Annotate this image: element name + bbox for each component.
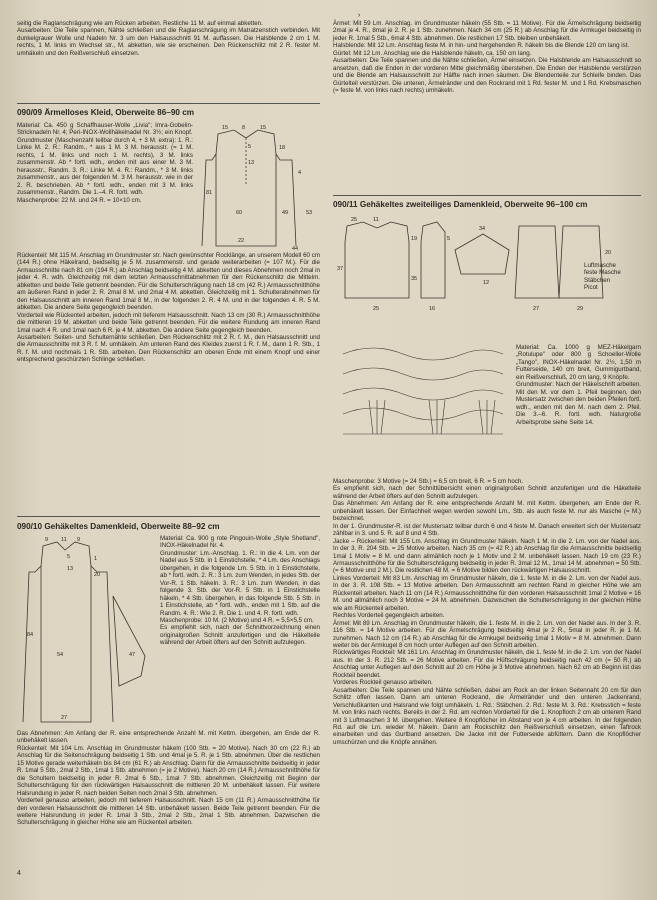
s0910-maschenprobe: Maschenprobe: 10 M. (2 Motive) und 4 R. = 5,5×5,5 cm. (160, 616, 314, 624)
right-aermel: Ärmel: Mit 59 Lm. Anschlag. im Grundmuster häkeln (55 Stb. = 11 Motive). Für die Ärmelschrägung beidseitig 2mal je 4. R., 8mal je 2. R. je 1 Stb. zunehmen. Nach 34 cm (25 R.) ab Anschlag für die Armkugel beidseitig in jeder R. 1mal 5 Stb., 6mal 4 Stb. abnehmen. Die restlichen 17 Stb. bleiben unbehäkelt. (333, 20, 641, 42)
s0910-dim-9: 47 (129, 652, 136, 658)
section-0910-text-top (160, 535, 320, 647)
s0910-dim-1: 11 (61, 537, 67, 543)
s0910-grundmuster: Grundmuster: Lm.-Anschlag. 1. R.: In die 4. Lm. von der Nadel aus 5 Stb. in 1 Einstichstelle, * 4 Lm. des Anschlags übergehen, in die folgende Lm. 5 Stb. in 1 Einstichstelle, ab * fortl. wdh. 2. R.: 3 Lm. zum Wenden, in jedes Stb. der Vor-R. 1 Stb. häkeln. 3. R.: 3 Lm. zum Wenden, in das folgende 3. Stb. der Vor-R. 5 Stb. in 1 Einstichstelle häkeln, * 4 Stb. übergehen, in das folgende Stb. 5 Stb. in 1 Einstichstelle, ab * fortl. wdh., enden mit 1 Stb. auf die Randm. 4. R.: Wie 2. R. Die 1. und 4. R. fortl. wdh. (160, 549, 320, 617)
s0910-hint: Es empfiehlt sich, nach der Schnittvorzeichnung einen originalgroßen Schnitt anzufertigen und die Häkelteile während der Arbeit öfters auf den Schnitt aufzulegen. (160, 624, 320, 647)
legend-feste-masche: feste Masche (584, 269, 621, 277)
legend-picot: Picot (584, 284, 598, 292)
right-column-top (333, 20, 641, 95)
s0911-dim-3: 19 (411, 236, 418, 242)
s0910-dim-6: 20 (94, 572, 101, 578)
s0909-maschenprobe: Maschenprobe: 22 M. und 24 R. = 10×10 cm. (17, 196, 142, 204)
s0909-dim-6: 81 (206, 190, 213, 196)
s0911-maschenprobe: Maschenprobe: 3 Motive (= 24 Stb.) = 6,5 cm breit, 6 R. = 5 cm hoch. (333, 478, 524, 485)
s0909-material: Material: Ca. 450 g Schaffhauser-Wolle „Livia"; Imra-Gobelin-Stricknadeln Nr. 4; Peri-INOX-Wollhäkelnadel Nr. 3½; ein Knopf. (17, 122, 193, 137)
s0911-ausarbeiten: Ausarbeiten: Die Teile spannen und Nähte schließen, dabei am Rock an der linken Seitennaht 20 cm für den Schlitz offen lassen. Dann am unteren Rockrand, die Ärmelränder und den unteren Jackenrand, Verschlußkanten und Halsrand wie folgt umhäkeln. 1. Rd.: Stäbchen. 2. Rd.: feste M. 3. Rd.: Krebsstich = feste M. von links nach rechts. Bereits in der 2. Rd. am rechten Vorderteil für die 1. Knopfloch 2 cm ab unterem Rand mit 3 Luftmaschen 3 M. übergehen. Weitere 8 Knopflöcher im Abstand von je 4 cm arbeiten. In der folgenden Rd. auf die Lm. wieder M. häkeln. Dann am Rockschlitz den Reißverschluß einsetzen, einen Taftrock einarbeiten und das Gurtband ansetzen. Die Jacke mit der Futterseide abfüttern. Dann die Knopflöcher umschürzen und die Knöpfe annähen. (333, 686, 641, 746)
s0911-dim-0: 25 (351, 217, 358, 223)
s0910-dim-5: 1 (94, 556, 98, 562)
s0911-hint: Es empfiehlt sich, nach der Schnittübersicht einen originalgroßen Schnitt anzufertigen und die Häkelteile während der Arbeit öfters auf den Schnitt aufzulegen. (333, 485, 641, 500)
s0909-ruecken: Rückenteil: Mit 115 M. Anschlag im Grundmuster str. Nach gewünschter Rocklänge, an unserem Modell 60 cm (144 R.) ohne Häkelrand, beidseitig je 5 M. zusammenstr. und gerade weiterarbeiten (= 107 M.). Für die Armausschnitte nach 81 cm (194 R.) ab Anschlag beidseitig 4 M. abketten und dieses Abnehmen noch 2mal in jeder 4. R. wdh. Gleichzeitig mit dem letzten Armausschnittabnehmen für den Rückenschlitz die Mittelm. abketten und beide Teile getrennt beenden. Für die Schulterschrägung nach 18 cm (42 R.) Armausschnitthöhe am äußeren Rand in jeder 2. R. 2mal 8 M. und 2mal 4 M. abketten. Gleichzeitig mit 1. Schulterabnehmen für den Halsausschnitt am inneren Rand 1mal 8 M., in der folgenden 2. R. 4 M. und in der folgenden 4. R. 5 M. abketten. Die andere Seite gegengleich beenden. (17, 252, 320, 312)
s0910-dim-7: 84 (27, 632, 34, 638)
s0911-dim-4: 5 (447, 236, 451, 242)
s0911-aermel: Ärmel: Mit 89 Lm. Anschlag im Grundmuster häkeln, die 1. feste M. in die 2. Lm. von der Nadel aus. In der 3. R. 116 Stb. = 14 Motive arbeiten. Für die Ärmelschrägung beidseitig 4mal je 2 R., 5mal in jeder R. je 1 M. zunehmen. Nach 12 cm (14 R.) ab Anschlag für die Armkugel beidseitig 1mal 1 Motiv = 8 M. abnehmen. Dann weiter bis der Armkugel 8 cm hoch unter Auflegen auf den Schnitt arbeiten. (333, 619, 641, 649)
s0911-dim-2: 37 (337, 266, 344, 272)
s0910-dim-3: 5 (67, 554, 71, 560)
s0910-pattern-diagram (17, 536, 157, 728)
section-0911-material-block (516, 344, 641, 426)
section-0911-title: 090/11 Gehäkeltes zweiteiliges Damenkleid, Oberweite 96–100 cm (333, 200, 588, 209)
s0910-dim-0: 9 (45, 537, 49, 543)
s0910-material: Material: Ca. 900 g rote Pingouin-Wolle „Style Shetland", INOX-Häkelnadel Nr. 4. (160, 535, 320, 550)
right-halsblende: Halsblende: Mit 12 Lm. Anschlag feste M. in hin- und hergehenden R. häkeln bis die Blende 120 cm lang ist. (333, 42, 630, 50)
s0909-pattern-diagram (196, 124, 326, 252)
left-column (17, 20, 320, 57)
s0909-dim-7: 60 (236, 210, 243, 216)
divider (333, 195, 641, 196)
s0911-material: Material: Ca. 1000 g MEZ-Häkelgarn „Rotulupe" oder 800 g Schoeller-Wolle „Tango", INOX-Häkelnadel Nr. 2½, 1,50 m Futterseide, 140 cm breit, Gummigurtband, ein Reißverschluß, 20 cm lang, 9 Knöpfe. (516, 344, 641, 381)
s0911-dim-9: 20 (605, 250, 612, 256)
s0911-abnehmen: Das Abnehmen: Am Anfang der R. eine entsprechende Anzahl M. mit Kettm. übergehen, am Ende der R. unbehäkelt lassen. Der Einfachheit wegen werden sowohl Lm., Stb. als auch feste M. nur als Masche (= M.) bezeichnet. (333, 500, 641, 523)
s0911-dim-7: 25 (373, 306, 380, 312)
s0910-vorder: Vorderteil genauso arbeiten, jedoch mit tieferem Halsausschnitt. Nach 15 cm (11 R.) Armausschnitthöhe für den vorderen Halsausschnitt die mittleren 14 Stb. unbehäkelt lassen. Beide Teile getrennt beenden. Für die weitere Halsrundung in jeder R. 1mal 3 Stb., 2mal 2 Stb., 2mal 1 Stb. abnehmen. Dazwischen die Schulterschrägung in gleicher Höhe wie am Rückenteil arbeiten. (17, 797, 320, 827)
section-0909-text-top (17, 122, 193, 204)
divider (17, 516, 320, 517)
s0909-vorder: Vorderteil wie Rückenteil arbeiten, jedoch mit tieferem Halsausschnitt. Nach 13 cm (30 R.) Armausschnitthöhe die mittleren 19 M. abketten und beide Teile getrennt beenden. Für die weitere Rundung am inneren Rand 1mal nach 4 R. und 1mal nach 6 R. je 4 M. abketten. Die andere Seite gegengleich beenden. (17, 311, 320, 334)
s0910-dim-2: 9 (77, 537, 81, 543)
s0909-dim-5: 13 (248, 160, 255, 166)
s0911-dim-6: 16 (429, 306, 436, 312)
page-number: 4 (17, 870, 21, 877)
s0909-dim-3: 18 (279, 145, 286, 151)
right-ausarbeiten: Ausarbeiten: Die Teile spannen und die Nähte schließen, Ärmel einsetzen. Die Halsblende am Halsausschnitt so ansetzen, daß die Enden in der vorderen Mitte gleichmäßig überstehen. Die Enden der Halsblende verstürzen und die Blende am Halsausschnitt zur Hälfte nach innen säumen. Die Blendenteile zur Schleife binden. Das Gürtelteil verstürzen. Die unteren, Ärmelränder und den Rockrand mit 1 Rd. fester M. und 1 Rd. Krebsmaschen (= feste M. von links nach rechts) umhäkeln. (333, 57, 641, 95)
right-guertel: Gürtel: Mit 12 Lm. Anschlag wie die Halsblende häkeln, ca. 150 cm lang. (333, 49, 532, 57)
s0910-dim-4: 13 (67, 566, 74, 572)
left-top-paragraph-1: seitig die Raglanschrägung wie am Rücken arbeiten. Restliche 11 M. auf einmal abketten. (17, 20, 263, 27)
s0909-dim-12: 44 (292, 246, 299, 252)
s0911-dim-1: 11 (373, 217, 379, 223)
s0910-dim-10: 27 (61, 715, 68, 721)
s0911-crochet-chart (333, 340, 513, 450)
s0911-grundmuster: Grundmuster: Nach der Häkelschrift arbeiten. Mit den M. vor dem 1. Pfeil beginnen, den Mustersatz zwischen den beiden Pfeilen fortl. wdh., enden mit den M. nach dem 2. Pfeil. Die 3.–6. R. fortl. wdh. Naturgroße Arbeitsprobe siehe Seite 14. (516, 381, 641, 426)
s0909-dim-4: 5 (248, 144, 252, 150)
s0910-ruecken: Rückenteil: Mit 104 Lm. Anschlag im Grundmuster häkeln (100 Stb. = 20 Motive). Nach 30 cm (22 R.) ab Anschlag für die Seitenschrägung beidseitig 1 Stb. und 4mal je 5. R. je 1 Stb. abnehmen. Über die restlichen 15 Motive gerade weiterhäkeln bis 84 cm (61 R.) ab Anschlag. Dann für die Armausschnitte beidseitig in jeder R. 1mal 5 Stb., 2mal 2 Stb., 1mal 1 Stb. abnehmen (= je 2 Motive). Nach 20 cm (14 R.) Armausschnitthöhe für die Schultern beidseitig in jeder R. 2mal 6 Stb., 1mal 7 Stb. abnehmen. Gleichzeitig mit Beginn der Schulterschrägung für den rückwärtigen Halsausschnitt die mittleren 20 M. unbehäkelt lassen. Für weitere Halsrundung in jeder R. nach beiden Seiten noch 2mal 3 Stb. abnehmen. (17, 744, 320, 797)
s0911-note: In der 1. Grundmuster-R. ist der Mustersatz teilbar durch 6 und 4 feste M. Danach erweitert sich der Mustersatz zählbar in 3. und 5. R. auf 8 und 4 Stb. (333, 522, 641, 538)
s0911-legend (584, 262, 644, 292)
s0909-grundmuster: Grundmuster (Maschenzahl teilbar durch 4, + 3 M. extra): 1. R.: Linke M. 2. R.: Randm., * aus 1 M. 3 M. herausstr. (= 1 M. rechts, 1 M. links und noch 1 M. rechts), 3 M. links zusammenstr. Ab * fortl. wdh., enden mit aus einer M. 3 M. herausstr., Randm. 3. R.: Linke M. 4. R.: Randm., * 3 M. links zusammenstr., aus der folgenden M. 3 M. herausstr. wie in der 2. R. beschrieben. Ab * fortl. wdh., enden mit 3 M. links zusammenstr., Randm. Die 1.–4. R. fortl. wdh. (17, 136, 193, 197)
section-0910-title: 090/10 Gehäkeltes Damenkleid, Oberweite 88–92 cm (17, 522, 220, 531)
divider (17, 103, 320, 104)
s0911-dim-11: 12 (483, 280, 490, 286)
s0909-dim-8: 49 (282, 210, 289, 216)
s0909-dim-2: 15 (260, 125, 267, 131)
s0911-links: Linkes Vorderteil: Mit 83 Lm. Anschlag im Grundmuster häkeln, die 1. feste M. in die 2. Lm. von der Nadel aus. In der 3. R. 108 Stb. = 13 Motive arbeiten. Den Armausschnitt am rechten Rand in gleicher Höhe wie am Rückenteil arbeiten. Nach 11 cm (14 R.) Armausschnitthöhe für den vorderen Halsausschnitt 1mal 2 Motive = 16 M. und allmählich noch 3 Motive = 24 M. abnehmen. Dazwischen die Schulterschrägung in der gleichen Höhe wie am Rückenteil arbeiten. (333, 574, 641, 612)
s0911-dim-10: 29 (577, 306, 584, 312)
legend-luftmasche: Luftmasche (584, 262, 616, 269)
s0910-abnehmen: Das Abnehmen: Am Anfang der R. eine entsprechende Anzahl M. mit Kettm. übergehen, am Ende der R. unbehäkelt lassen. (17, 730, 320, 745)
s0911-dim-8: 27 (533, 306, 540, 312)
section-0909-title: 090/09 Ärmelloses Kleid, Oberweite 86–90 cm (17, 108, 195, 117)
section-0909-text-bottom (17, 252, 320, 364)
s0909-dim-0: 15 (222, 125, 229, 131)
s0909-dim-1: 8 (242, 125, 246, 131)
left-top-paragraph-2: Ausarbeiten: Die Teile spannen, Nähte schließen und die Raglanschrägung im Matratzenstich verbinden. Mit dunkelgrauer Wolle und Nadeln Nr. 3 um den Halsausschnitt 91 M. auffassen. Die Halsblende 2 cm 1 M. rechts, 1 M. links im Wechsel str., M. abketten, wie sie erscheinen. Den Rückenschlitz mit 2 R. fester M. umhäkeln und den Reißverschluß einsetzen. (17, 27, 320, 57)
s0911-vrock: Vorderes Rockteil genauso arbeiten. (333, 679, 433, 687)
section-0910-text-bottom (17, 730, 320, 827)
s0911-rechts: Rechtes Vorderteil gegengleich arbeiten. (333, 612, 445, 620)
s0909-ausarbeiten: Ausarbeiten: Seiten- und Schulternähte schließen. Den Rückenschlitz mit 2 R. f. M., den Halsausschnitt und die Armausschnitte mit 3 R. f. M. umhäkeln. Am unteren Rand des Kleides zuerst 1 R. f. M., dann 1 R. Stb., 1 R. f. M. und nochmals 1 R. Stb. arbeiten. Den Rückenschlitz am oberen Ende mit einem Knopf und einer entsprechend geschürzten Schlinge schließen. (17, 333, 320, 364)
s0909-dim-11: 22 (238, 238, 245, 244)
s0910-dim-8: 54 (57, 652, 64, 658)
s0911-dim-12: 34 (479, 226, 486, 232)
legend-staebchen: Stäbchen (584, 276, 611, 284)
section-0911-text (333, 478, 641, 746)
top-mark: › (358, 12, 361, 19)
s0911-rock: Rückwärtiges Rockteil: Mit 161 Lm. Anschlag im Grundmuster häkeln, die 1. feste M. in die 2. Lm. von der Nadel aus. In der 3. R. 212 Stb. = 26 Motive arbeiten. Für die Hüftschrägung beidseitig nach 42 cm (= 50 R.) ab Anschlag unter Auflegen auf den Schnitt auf 20 cm Höhe je 3 Motive abnehmen. Nach 62 cm ab Beginn ist das Rockteil beendet. (333, 649, 641, 679)
s0909-dim-9: 4 (298, 170, 302, 176)
s0911-dim-5: 35 (411, 276, 418, 282)
s0909-dim-10: 53 (306, 210, 313, 216)
s0911-jacke: Jacke – Rückenteil: Mit 155 Lm. Anschlag im Grundmuster häkeln. Nach 1 M. in die 2. Lm. von der Nadel aus. In der 3. R. 204 Stb. = 25 Motive arbeiten. Nach 35 cm (= 42 R.) ab Anschlag für die Armausschnitte beidseitig 1mal 1 Motiv = 8 M. und dann allmählich noch je 1 Motiv und 2 M. unbehäkelt lassen. Nach 19 cm (23 R.) Armausschnitthöhe für die Schulterschrägung beidseitig in jeder R. 3mal 12 M., 1mal 14 M. abnehmen = 50 Stb. (= 6 Motive und 2 M.). Die restlichen 48 M. = 6 Motive bilden den rückwärtigen Halsausschnitt. (333, 537, 641, 575)
